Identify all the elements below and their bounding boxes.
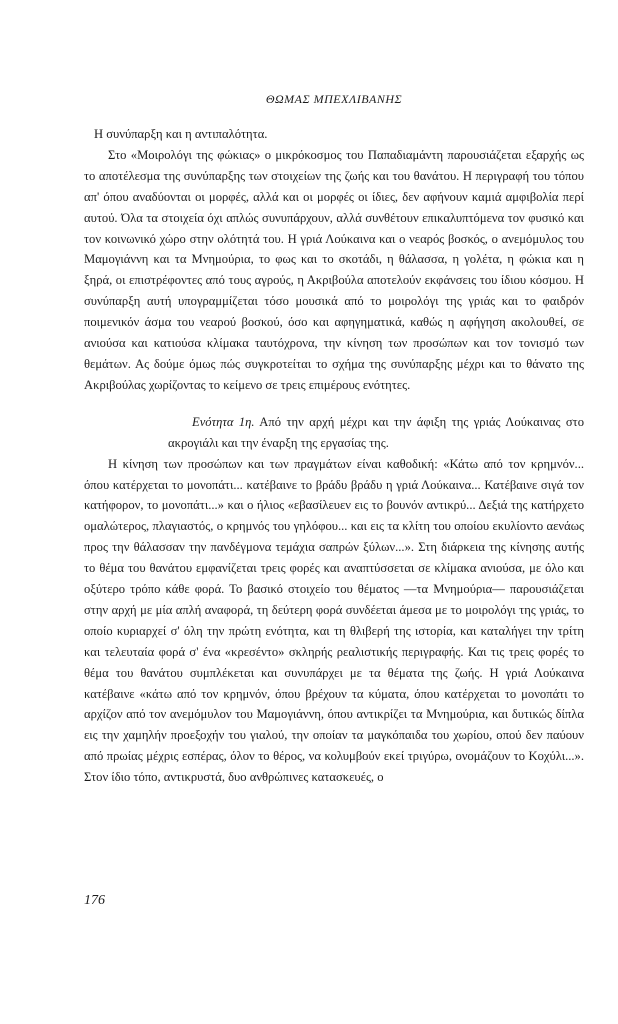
paragraph-main: Στο «Μοιρολόγι της φώκιας» ο μικρόκοσμος του Παπαδιαμάντη παρουσιάζεται εξαρχής ως το αποτέλεσμα της συνύπαρξης των στοιχείων της ζωής και του θανάτου. Η περιγραφή του τόπου απ' όπου αναδύονται οι μορφές, αλλά και οι μορφές οι ίδιες, δεν αφήνουν καμιά αμφιβολία περί αυτού. Όλα τα στοιχεία όχι απλώς συνυπάρχουν, αλλά συνθέτουν επικαλυπτόμενα τον φυσικό και τον κοινωνικό χώρο στην ολότητά του. Η γριά Λούκαινα και ο νεαρός βοσκός, ο ανεμόμυλος του Μαμογιάννη και τα Μνημούρια, το φως και το σκοτάδι, η θάλασσα, η γολέτα, η φώκια και η ξηρά, οι επιστρέφοντες από τους αγρούς, η Ακριβούλα αποτελούν εκφάνσεις του ίδιου κόσμου. Η συνύπαρξη αυτή υπογραμμίζεται τόσο μουσικά από το μοιρολόγι της γριάς και το φαιδρόν ποιμενικόν άσμα του νεαρού βοσκού, όσο και αφηγηματικά, καθώς η αφήγηση ακολουθεί, σε ανιούσα και κατιούσα κλίμακα ταυτόχρονα, την κίνηση των προσώπων και τον τονισμό των θεμάτων. Ας δούμε όμως πώς συγκροτείται το σχήμα της συνύπαρξης μέχρι και το θάνατο της Ακριβούλας χωρίζοντας το κείμενο σε τρεις επιμέρους ενότητες.: [84, 147, 584, 392]
running-head: ΘΩΜΑΣ ΜΠΕΧΛΙΒΑΝΗΣ: [265, 92, 403, 106]
section-heading: [84, 412, 584, 454]
section-spacer: [84, 396, 584, 412]
book-page: [84, 0, 584, 1024]
body-text: [84, 124, 584, 788]
paragraph-section-1: Η κίνηση των προσώπων και των πραγμάτων είναι καθοδική: «Κάτω από τον κρημνόν... όπου κατέρχεται το μονοπάτι... κατέβαινε το βράδυ βράδυ η γριά Λούκαινα... Κατέβαινε σιγά τον κατήφορον, το μονοπάτι...» και ο ήλιος «εβασίλευεν εις το βουνόν αντικρύ... Δεξιά της κατήρχετο ομαλώτερος, πλαγιαστός, ο κρημνός του γηλόφου... και εις τα κλίτη του οποίου εκυλίοντο αενάως προς την θάλασσαν την πανδέγμονα τεμάχια σαπρών ξύλων...». Στη διάρκεια της κίνησης αυτής το θέμα του θανάτου εμφανίζεται τρεις φορές και αναπτύσσεται σε κλίμακα ανιούσα, με όλο και οξύτερο τρόπο κάθε φορά. Το βασικό στοιχείο του θέματος —τα Μνημούρια— παρουσιάζεται στην αρχή με μία απλή αναφορά, τη δεύτερη φορά συνδέεται άμεσα με το μοιρολόγι της γριάς, το οποίο κυριαρχεί σ' όλη την πρώτη ενότητα, και τη θλιβερή της ιστορία, και καταλήγει την τρίτη και τελευταία φορά σ' ένα «κρεσέντο» σκληρής ρεαλιστικής περιγραφής. Και τις τρεις φορές το θέμα του θανάτου συμπλέκεται και συνυπάρχει με τα θέματα της ζωής. Η γριά Λούκαινα κατέβαινε «κάτω από τον κρημνόν, όπου βρέχουν τα κύματα, όπου κατέρχεται το μονοπάτι το αρχίζον από τον ανεμόμυλον του Μαμογιάννη, όπου αντικρίζει τα Μνημούρια, και δυτικώς δίπλα εις την χαμηλήν προεξοχήν του γιαλού, την οποίαν τα μαγκόπαιδα του χωρίου, οπού δεν παύουν από πρωίας μέχρις εσπέρας, όλον το θέρος, να κολυμβούν εκεί τριγύρω, ονομάζουν το Κοχύλι...». Στον ίδιο τόπο, αντικρυστά, δυο ανθρώπινες κατασκευές, ο: [84, 456, 584, 785]
page-number: 176: [84, 893, 105, 908]
paragraph-intro: Η συνύπαρξη και η αντιπαλότητα.: [94, 127, 268, 141]
section-label: Ενότητα 1η.: [192, 414, 255, 429]
section-title: Από την αρχή μέχρι και την άφιξη της γριάς Λούκαινας στο ακρογιάλι και την έναρξη της εργασίας της.: [168, 414, 584, 450]
